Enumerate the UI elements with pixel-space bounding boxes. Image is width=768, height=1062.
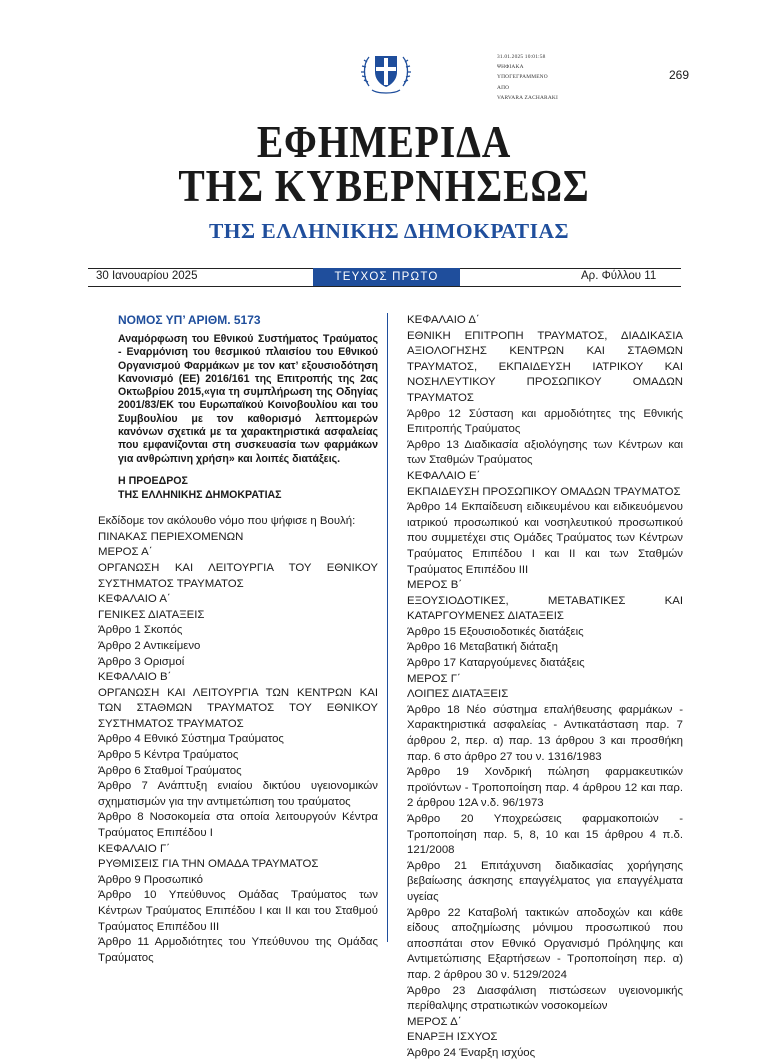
contents-entry: ΜΕΡΟΣ Γ΄: [407, 672, 461, 685]
contents-entry: Άρθρο 1 Σκοπός: [98, 624, 183, 637]
contents-entry: Άρθρο 15 Εξουσιοδοτικές διατάξεις: [407, 625, 584, 638]
contents-entry: ΕΚΠΑΙΔΕΥΣΗ ΠΡΟΣΩΠΙΚΟΥ ΟΜΑΔΩΝ ΤΡΑΥΜΑΤΟΣ: [407, 485, 681, 498]
contents-entry: Άρθρο 7 Ανάπτυξη ενιαίου δικτύου υγειονομικών σχηματισμών για την αντιμετώπιση του τραύματος: [98, 780, 378, 808]
contents-entry: ΠΙΝΑΚΑΣ ΠΕΡΙΕΧΟΜΕΝΩΝ: [98, 530, 244, 543]
contents-entry: ΚΕΦΑΛΑΙΟ Ε΄: [407, 469, 481, 482]
left-column: [88, 313, 378, 966]
contents-entry: ΜΕΡΟΣ Δ΄: [407, 1015, 462, 1028]
contents-entry: Άρθρο 6 Σταθμοί Τραύματος: [98, 764, 242, 777]
contents-entry: Άρθρο 14 Εκπαίδευση ειδικευμένου και ειδικευόμενου ιατρικού προσωπικού και νοσηλευτικού προσωπικού που συμμετέχει στις Ομάδες Τραύματος των Κέντρων Τραύματος Επιπέδου Ι και ΙΙ και των Σταθμών Τραύματος Επιπέδου ΙΙΙ: [407, 501, 683, 576]
contents-entry: Εκδίδομε τον ακόλουθο νόμο που ψήφισε η Βουλή:: [98, 515, 356, 528]
masthead-subtitle: ΤΗΣ ΕΛΛΗΝΙΚΗΣ ΔΗΜΟΚΡΑΤΙΑΣ: [208, 219, 570, 243]
signature-line: ΑΠΟ: [497, 84, 510, 91]
contents-entry: ΕΘΝΙΚΗ ΕΠΙΤΡΟΠΗ ΤΡΑΥΜΑΤΟΣ, ΔΙΑΔΙΚΑΣΙΑ ΑΞΙΟΛΟΓΗΣΗΣ ΚΕΝΤΡΩΝ ΚΑΙ ΣΤΑΘΜΩΝ ΤΡΑΥΜΑΤΟΣ, ΕΚΠΑΙΔΕΥΣΗ ΙΑΤΡΙΚΟΥ ΚΑΙ ΝΟΣΗΛΕΥΤΙΚΟΥ ΠΡΟΣΩΠΙΚΟΥ ΟΜΑΔΩΝ ΤΡΑΥΜΑΤΟΣ: [407, 329, 683, 404]
president-heading: [88, 475, 378, 502]
issue-date: 30 Ιανουαρίου 2025: [96, 270, 198, 282]
contents-entry: Άρθρο 20 Υποχρεώσεις φαρμακοποιών - Τροποποίηση παρ. 5, 8, 10 και 15 άρθρου 4 π.δ. 121/2008: [407, 813, 683, 857]
contents-entry: Άρθρο 8 Νοσοκομεία στα οποία λειτουργούν Κέντρα Τραύματος Επιπέδου Ι: [98, 811, 378, 840]
signature-timestamp: 31.01.2025 10:01:58: [497, 54, 546, 60]
contents-entry: Άρθρο 2 Αντικείμενο: [98, 639, 201, 652]
contents-entry: Άρθρο 24 Έναρξη ισχύος: [407, 1046, 536, 1059]
issue-series-badge: ΤΕΥΧΟΣ ΠΡΩΤΟ: [313, 268, 460, 286]
contents-entry: Άρθρο 18 Νέο σύστημα επαλήθευσης φαρμάκων - Χαρακτηριστικά ασφαλείας - Αντικατάσταση παρ. 7 άρθρου 2, περ. α) παρ. 13 άρθρου 3 και προσθήκη παρ. 6 στο άρθρο 27 του ν. 1316/1983: [407, 703, 683, 763]
contents-entry: ΟΡΓΑΝΩΣΗ ΚΑΙ ΛΕΙΤΟΥΡΓΙΑ ΤΩΝ ΚΕΝΤΡΩΝ ΚΑΙ ΤΩΝ ΣΤΑΘΜΩΝ ΤΡΑΥΜΑΤΟΣ ΤΟΥ ΕΘΝΙΚΟΥ ΣΥΣΤΗΜΑΤΟΣ ΤΡΑΥΜΑΤΟΣ: [98, 686, 378, 730]
contents-entry: Άρθρο 23 Διασφάλιση πιστώσεων υγειονομικής περίθαλψης στρατιωτικών νοσοκομείων: [407, 984, 683, 1013]
president-line: ΤΗΣ ΕΛΛΗΝΙΚΗΣ ΔΗΜΟΚΡΑΤΙΑΣ: [118, 488, 282, 501]
signature-signer: VARVARA ZACHARAKI: [497, 94, 559, 101]
law-summary: Αναμόρφωση του Εθνικού Συστήματος Τραύματος - Εναρμόνιση του θεσμικού πλαισίου του Εθνικού Οργανισμού Φαρμάκων με τον κατ’ εξουσιοδότηση Κανονισμό (ΕΕ) 2016/161 της Επιτροπής της 2ας Οκτωβρίου 2015,«για τη συμπλήρωση της Οδηγίας 2001/83/ΕΚ του Ευρωπαϊκού Κοινοβουλίου και του Συμβουλίου με τον καθορισμό λεπτομερών κανόνων σχετικά με τα χαρακτηριστικά ασφαλείας που εμφανίζονται στη συσκευασία των φαρμάκων για ανθρώπινη χρήση» και λοιπές διατάξεις.: [118, 333, 378, 465]
contents-entry: ΜΕΡΟΣ Α΄: [98, 546, 153, 559]
contents-entry: Άρθρο 13 Διαδικασία αξιολόγησης των Κέντρων και των Σταθμών Τραύματος: [407, 438, 683, 467]
contents-list-right: [397, 313, 683, 1062]
contents-entry: Άρθρο 4 Εθνικό Σύστημα Τραύματος: [98, 733, 284, 746]
contents-entry: ΜΕΡΟΣ Β΄: [407, 579, 463, 592]
greek-coat-of-arms-icon: [360, 46, 412, 98]
contents-entry: ΚΕΦΑΛΑΙΟ Δ΄: [407, 314, 480, 326]
contents-entry: Άρθρο 5 Κέντρα Τραύματος: [98, 749, 239, 762]
contents-list-left: [88, 514, 378, 966]
masthead-title-line1: ΕΦΗΜΕΡΙΔΑ: [256, 116, 512, 167]
digital-signature-stamp: [497, 52, 558, 103]
signature-line: ΥΠΟΓΕΓΡΑΜΜΕΝΟ: [497, 74, 548, 81]
contents-entry: Άρθρο 17 Καταργούμενες διατάξεις: [407, 657, 585, 670]
contents-entry: Άρθρο 12 Σύσταση και αρμοδιότητες της Εθνικής Επιτροπής Τραύματος: [407, 407, 683, 436]
contents-entry: ΟΡΓΑΝΩΣΗ ΚΑΙ ΛΕΙΤΟΥΡΓΙΑ ΤΟΥ ΕΘΝΙΚΟΥ ΣΥΣΤΗΜΑΤΟΣ ΤΡΑΥΜΑΤΟΣ: [98, 561, 378, 590]
contents-entry: Άρθρο 19 Χονδρική πώληση φαρμακευτικών προϊόντων - Τροποποίηση παρ. 4 άρθρου 12 και παρ. 2 άρθρου 12Α ν.δ. 96/1973: [407, 766, 683, 810]
contents-entry: ΚΕΦΑΛΑΙΟ Β΄: [98, 671, 172, 684]
page-number: 269: [669, 68, 690, 82]
contents-entry: ΚΕΦΑΛΑΙΟ Α΄: [98, 593, 171, 606]
sheet-number: Αρ. Φύλλου 11: [581, 270, 657, 282]
contents-entry: Άρθρο 21 Επιτάχυνση διαδικασίας χορήγησης βεβαίωσης άσκησης επαγγέλματος για επαγγέλματα υγείας: [407, 859, 683, 903]
contents-entry: ΛΟΙΠΕΣ ΔΙΑΤΑΞΕΙΣ: [407, 688, 509, 701]
law-title: ΝΟΜΟΣ ΥΠ’ ΑΡΙΘΜ. 5173: [118, 313, 261, 327]
contents-entry: ΕΞΟΥΣΙΟΔΟΤΙΚΕΣ, ΜΕΤΑΒΑΤΙΚΕΣ ΚΑΙ ΚΑΤΑΡΓΟΥΜΕΝΕΣ ΔΙΑΤΑΞΕΙΣ: [407, 594, 683, 623]
contents-entry: Άρθρο 9 Προσωπικό: [98, 873, 203, 886]
signature-line: ΨΗΦΙΑΚΑ: [497, 64, 524, 71]
contents-entry: ΓΕΝΙΚΕΣ ΔΙΑΤΑΞΕΙΣ: [98, 608, 205, 621]
contents-entry: Άρθρο 11 Αρμοδιότητες του Υπεύθυνου της Ομάδας Τραύματος: [98, 936, 378, 964]
president-line: Η ΠΡΟΕΔΡΟΣ: [118, 474, 188, 487]
contents-entry: ΕΝΑΡΞΗ ΙΣΧΥΟΣ: [407, 1031, 498, 1044]
contents-entry: Άρθρο 3 Ορισμοί: [98, 655, 185, 668]
column-divider: [387, 313, 388, 942]
masthead-title-line2: ΤΗΣ ΚΥΒΕΡΝΗΣΕΩΣ: [178, 160, 590, 211]
contents-entry: Άρθρο 16 Μεταβατική διάταξη: [407, 641, 558, 654]
contents-entry: ΡΥΘΜΙΣΕΙΣ ΓΙΑ ΤΗΝ ΟΜΑΔΑ ΤΡΑΥΜΑΤΟΣ: [98, 858, 319, 871]
right-column: [397, 313, 683, 1062]
contents-entry: ΚΕΦΑΛΑΙΟ Γ΄: [98, 842, 171, 855]
contents-entry: Άρθρο 10 Υπεύθυνος Ομάδας Τραύματος των Κέντρων Τραύματος Επιπέδου Ι και ΙΙ και του Σταθμού Τραύματος Επιπέδου ΙΙΙ: [98, 889, 378, 933]
contents-entry: Άρθρο 22 Καταβολή τακτικών αποδοχών και κάθε είδους αποζημίωσης μόνιμου προσωπικού που αποσπάται στον Εθνικό Οργανισμό Πρόληψης και Αντιμετώπισης Εξαρτήσεων - Τροποποίηση περ. α) παρ. 2 άρθρου 30 ν. 5129/2024: [407, 906, 683, 981]
